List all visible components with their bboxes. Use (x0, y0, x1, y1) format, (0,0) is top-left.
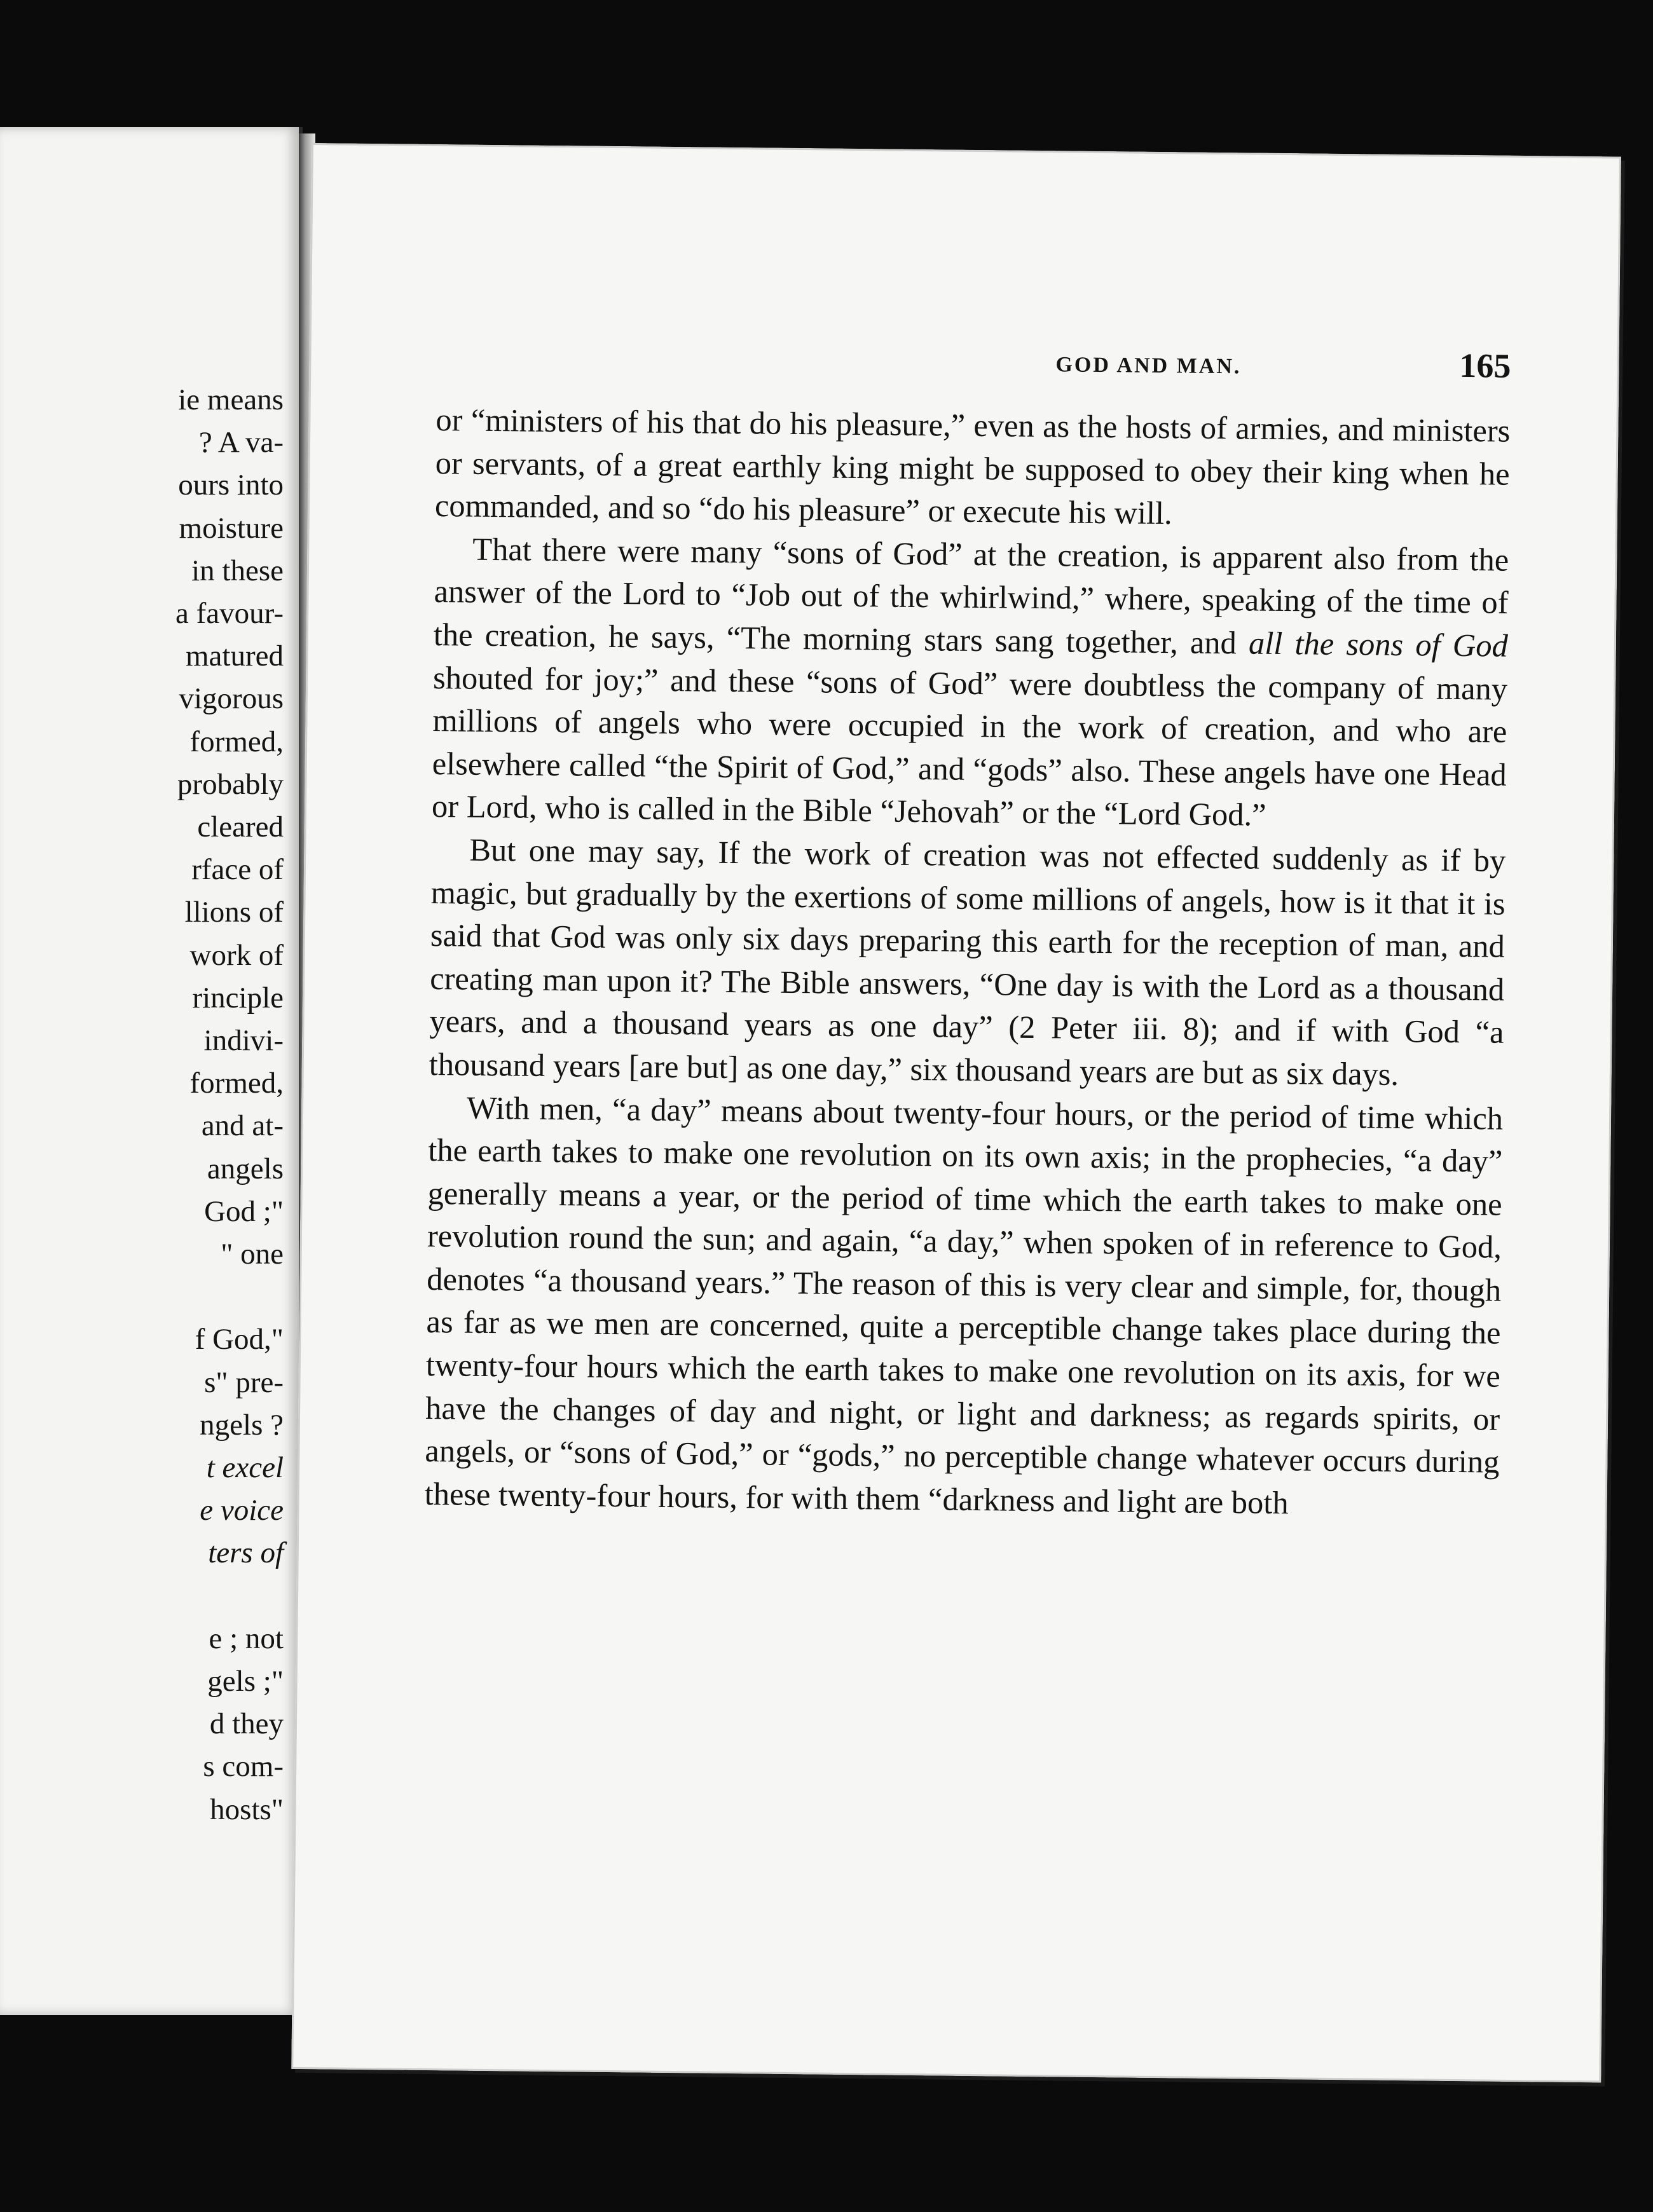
left-page-line: matured (186, 639, 284, 673)
paragraph-2-italic: all the sons of God (1248, 625, 1509, 664)
paragraph-1: or “ministers of his that do his pleasure,” even as the hosts of armies, and ministers or servants, of a great earthly king might be supposed to obey their king when he commanded, and so “do his pleasure” or execute his will. (434, 402, 1511, 531)
left-page-line: a favour- (175, 597, 284, 631)
left-page-line: e ; not (209, 1621, 284, 1655)
left-page-line-italic: ters of (208, 1536, 284, 1570)
left-page-line: f God," (195, 1323, 284, 1356)
paragraph-2-post: shouted for joy;” and these “sons of God” were doubtless the company of many millions of angels who were occupied in the work of creation, and who are elsewhere called “the Spirit of God,” and “gods” also. These angels have one Head or Lord, who is called in the Bible “Jehovah” or the “Lord God.” (431, 659, 1508, 833)
left-page-line: vigorous (179, 682, 284, 716)
paragraph-2-pre: That there were many “sons of God” at the creation, is apparent also from the answer of the Lord to “Job out of the whirlwind,” where, speaking of the time of the creation, he says, “The morning stars sang together, and (433, 531, 1509, 661)
left-page-line: cleared (197, 810, 284, 844)
paragraph-3: But one may say, If the work of creation was not effected suddenly as if by magic, but gradually by the exertions of some millions of angels, how is it that it is said that God was only six days preparing this earth for the reception of man, and creating man upon it? The Bible answers, “One day is with the Lord as a thousand years, and a thousand years as one day” (2 Peter iii. 8); and if with God “a thousand years [are but] as one day,” six thousand years are but as six days. (429, 831, 1506, 1092)
left-page-line (4, 1447, 284, 1489)
left-page-line: indivi- (203, 1024, 284, 1058)
left-page-line: in these (191, 554, 284, 587)
left-page-line: angels (207, 1152, 284, 1185)
left-page-line (4, 1532, 284, 1574)
left-page-line-italic: t excel (206, 1451, 284, 1485)
left-page-line: probably (177, 767, 284, 801)
left-page-line: and at- (201, 1109, 284, 1143)
running-head: GOD AND MAN. (1055, 353, 1242, 379)
left-page-line: ? A va- (198, 426, 284, 460)
left-page-line: ngels ? (200, 1408, 284, 1442)
page-number: 165 (1459, 346, 1511, 385)
right-page (291, 143, 1621, 2082)
left-page-line: d they (209, 1707, 284, 1741)
left-page-line (4, 1575, 284, 1618)
paragraph-2 (432, 528, 1509, 840)
left-page-line (4, 1489, 284, 1532)
left-page-line: ours into (178, 468, 284, 502)
left-page-line: hosts" (210, 1792, 284, 1826)
left-page-text (4, 379, 284, 1831)
left-page-line: ie means (178, 383, 284, 416)
left-page-line: gels ;" (207, 1665, 284, 1698)
left-page (0, 127, 303, 2015)
left-page-line: work of (189, 938, 284, 972)
left-page-line: formed, (189, 1067, 284, 1100)
left-page-line: " one (221, 1238, 284, 1271)
body-text (424, 399, 1510, 1527)
left-page-line (4, 1276, 284, 1318)
left-page-line: formed, (189, 725, 284, 758)
left-page-line: moisture (179, 511, 284, 545)
left-page-line: God ;" (204, 1194, 284, 1228)
left-page-line-italic: e voice (200, 1494, 284, 1527)
left-page-line: llions of (184, 896, 284, 929)
left-page-line: rface of (191, 853, 284, 887)
left-page-line: rinciple (192, 981, 284, 1014)
left-page-line: s" pre- (204, 1365, 284, 1399)
left-page-line: s com- (203, 1750, 284, 1784)
paragraph-4: With men, “a day” means about twenty-four hours, or the period of time which the earth takes to make one revolution on its own axis; in the prophecies, “a day” generally means a year, or the period of time which the earth takes to make one revolution round the sun; and again, “a day,” when spoken of in reference to God, denotes “a thousand years.” The reason of this is very clear and simple, for, though as far as we men are concerned, quite a perceptible change takes place during the twenty-four hours which the earth takes to make one revolution on its axis, for we have the changes of day and night, or light and darkness; as regards spirits, or angels, or “sons of God,” or “gods,” no perceptible change whatever occurs during these twenty-four hours, for with them “darkness and light are both (424, 1089, 1504, 1521)
